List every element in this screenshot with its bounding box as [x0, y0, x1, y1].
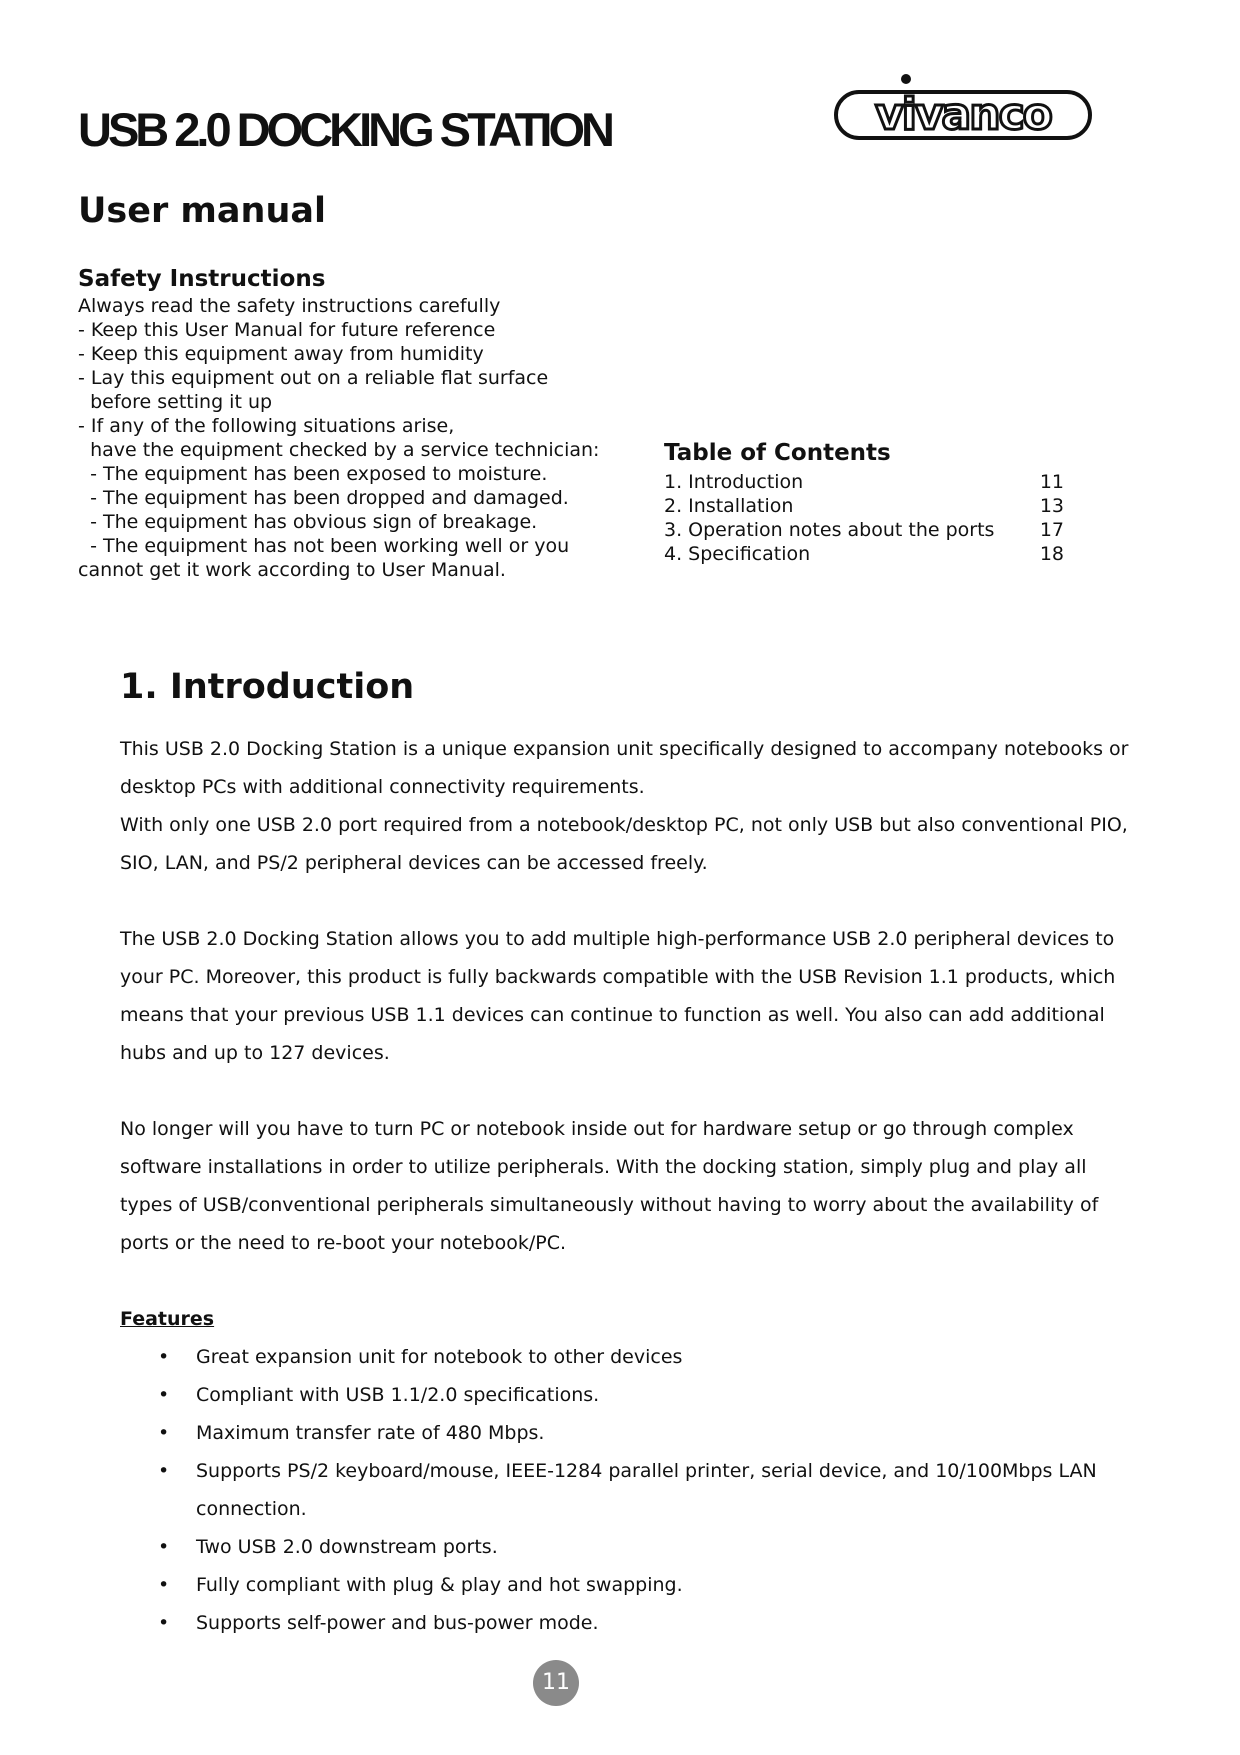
introduction-body	[120, 730, 1130, 1642]
bullet-icon: •	[158, 1346, 170, 1368]
feature-item	[120, 1604, 1130, 1642]
safety-line: - The equipment has been exposed to moisture.	[78, 463, 548, 485]
feature-item	[120, 1338, 1130, 1376]
feature-text: Fully compliant with plug & play and hot swapping.	[196, 1574, 683, 1596]
safety-line: - The equipment has obvious sign of breakage.	[78, 511, 538, 533]
intro-paragraph: With only one USB 2.0 port required from a notebook/desktop PC, not only USB but also conventional PIO, SIO, LAN, and PS/2 peripheral devices can be accessed freely.	[120, 814, 1128, 874]
toc-entry[interactable]	[664, 494, 1064, 518]
feature-item	[120, 1566, 1130, 1604]
toc-entry-label: 4. Specification	[664, 543, 811, 565]
logo-text: vivanco	[875, 89, 1051, 140]
safety-line: - If any of the following situations arise,	[78, 415, 455, 437]
bullet-icon: •	[158, 1384, 170, 1406]
feature-text: Maximum transfer rate of 480 Mbps.	[196, 1422, 545, 1444]
toc-entry-label: 2. Installation	[664, 495, 794, 517]
safety-line: - The equipment has been dropped and damaged.	[78, 487, 569, 509]
vivanco-logo	[834, 72, 1092, 144]
toc-entry-label: 3. Operation notes about the ports	[664, 519, 995, 541]
intro-paragraph: No longer will you have to turn PC or notebook inside out for hardware setup or go through complex software installations in order to utilize peripherals. With the docking station, simply plug and play all types of USB/conventional peripherals simultaneously without having to worry about the availability of ports or the need to re-boot your notebook/PC.	[120, 1118, 1099, 1254]
feature-text: Great expansion unit for notebook to other devices	[196, 1346, 683, 1368]
toc-heading: Table of Contents	[664, 440, 891, 466]
safety-line: cannot get it work according to User Manual.	[78, 559, 506, 581]
toc-entry-page: 17	[1039, 519, 1064, 541]
safety-line: - Keep this User Manual for future reference	[78, 319, 496, 341]
table-of-contents	[664, 438, 1064, 566]
safety-heading: Safety Instructions	[78, 266, 326, 292]
toc-entry-page: 13	[1039, 495, 1064, 517]
page-number-badge: 11	[533, 1660, 579, 1706]
safety-list	[78, 294, 618, 582]
feature-text: Two USB 2.0 downstream ports.	[196, 1536, 498, 1558]
safety-line: Always read the safety instructions carefully	[78, 295, 501, 317]
feature-item	[120, 1376, 1130, 1414]
intro-paragraph: The USB 2.0 Docking Station allows you to add multiple high-performance USB 2.0 peripheral devices to your PC. Moreover, this product is fully backwards compatible with the USB Revision 1.1 products, which means that your previous USB 1.1 devices can continue to function as well. You also can add additional hubs and up to 127 devices.	[120, 928, 1116, 1064]
intro-paragraph: This USB 2.0 Docking Station is a unique expansion unit specifically designed to accompany notebooks or desktop PCs with additional connectivity requirements.	[120, 738, 1129, 798]
feature-item	[120, 1414, 1130, 1452]
bullet-icon: •	[158, 1422, 170, 1444]
toc-entry-page: 18	[1039, 543, 1064, 565]
toc-entry-page: 11	[1039, 471, 1064, 493]
feature-text: Supports PS/2 keyboard/mouse, IEEE-1284 parallel printer, serial device, and 10/100Mbps LAN connection.	[196, 1460, 1097, 1520]
feature-text: Supports self-power and bus-power mode.	[196, 1612, 599, 1634]
feature-item	[120, 1528, 1130, 1566]
toc-entry[interactable]	[664, 470, 1064, 494]
features-list	[120, 1338, 1130, 1642]
features-heading: Features	[120, 1308, 215, 1330]
feature-text: Compliant with USB 1.1/2.0 specifications.	[196, 1384, 600, 1406]
safety-line: - Keep this equipment away from humidity	[78, 343, 484, 365]
toc-entry[interactable]	[664, 518, 1064, 542]
feature-item	[120, 1452, 1130, 1528]
bullet-icon: •	[158, 1574, 170, 1596]
safety-line: - The equipment has not been working well or you	[78, 535, 570, 557]
safety-line: before setting it up	[78, 391, 273, 413]
subtitle: User manual	[78, 191, 326, 231]
toc-entry[interactable]	[664, 542, 1064, 566]
bullet-icon: •	[158, 1460, 170, 1482]
safety-instructions	[78, 264, 618, 582]
document-title: USB 2.0 DOCKING STATION	[78, 103, 611, 156]
safety-line: have the equipment checked by a service technician:	[78, 439, 600, 461]
bullet-icon: •	[158, 1536, 170, 1558]
safety-line: - Lay this equipment out on a reliable flat surface	[78, 367, 549, 389]
introduction-heading: 1. Introduction	[120, 667, 415, 707]
toc-entry-label: 1. Introduction	[664, 471, 804, 493]
bullet-icon: •	[158, 1612, 170, 1634]
